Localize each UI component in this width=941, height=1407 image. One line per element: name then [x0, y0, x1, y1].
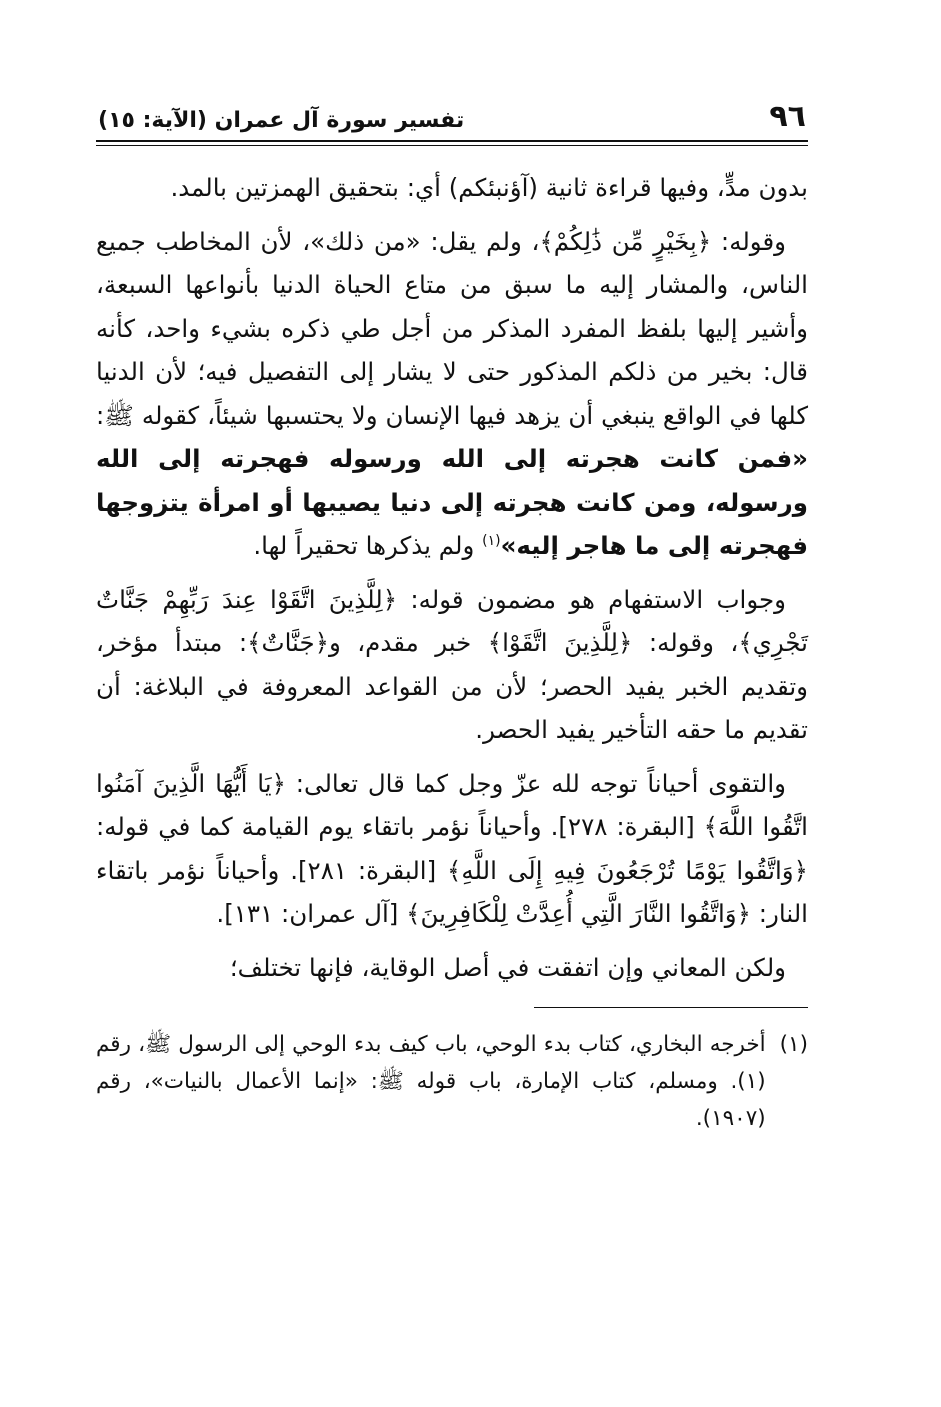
paragraph-5-text: ولكن المعاني وإن اتفقت في أصل الوقاية، فإنها تختلف؛ [229, 952, 786, 982]
header-rule [96, 140, 808, 146]
quran-quote: ﴿لِلَّذِينَ اتَّقَوْا عِندَ رَبِّهِمْ جَنَّاتٌ تَجْرِي﴾ [96, 584, 808, 657]
paragraph-1 [96, 166, 808, 210]
footnote [96, 1026, 808, 1137]
paragraph-2 [96, 220, 808, 568]
quran-quote: ﴿يَا أَيُّهَا الَّذِينَ آمَنُوا اتَّقُوا اللَّهَ﴾ [96, 768, 808, 841]
paragraph-2-text-c: ولم يذكرها تحقيراً لها. [253, 531, 483, 560]
paragraph-4-text-c: [البقرة: ٢٨١]. وأحياناً نؤمر باتقاء النار: [96, 855, 808, 928]
paragraph-4 [96, 762, 808, 936]
paragraph-1-text: بدون مدٍّ، وفيها قراءة ثانية (آؤنبئكم) أي: بتحقيق الهمزتين بالمد. [170, 173, 808, 202]
hadith-quote: «فمن كانت هجرته إلى الله ورسوله فهجرته إلى الله ورسوله، ومن كانت هجرته إلى دنيا يصيبها أو امرأة يتزوجها فهجرته إلى ما هاجر إليه» [96, 444, 808, 560]
body-text [96, 166, 808, 989]
quran-quote: ﴿جَنَّاتٌ﴾ [247, 628, 329, 657]
page-number: ٩٦ [769, 99, 806, 134]
page-header [96, 86, 808, 132]
paragraph-5 [96, 946, 808, 990]
quran-quote: ﴿وَاتَّقُوا يَوْمًا تُرْجَعُونَ فِيهِ إِلَى اللَّهِ﴾ [447, 855, 808, 885]
paragraph-3-text-a: وجواب الاستفهام هو مضمون قوله: [397, 584, 786, 614]
paragraph-4-text-d: [آل عمران: ١٣١]. [216, 899, 407, 928]
paragraph-4-text-b: [البقرة: ٢٧٨]. وأحياناً نؤمر باتقاء يوم القيامة كما في قوله: [96, 812, 704, 841]
footnote-text: أخرجه البخاري، كتاب بدء الوحي، باب كيف بدء الوحي إلى الرسول ﷺ، رقم (١). ومسلم، كتاب الإمارة، باب قوله ﷺ: «إنما الأعمال بالنيات»، رقم (١٩٠٧). [96, 1032, 766, 1131]
paragraph-3 [96, 578, 808, 752]
paragraph-3-text-c: خبر مقدم، و [328, 628, 488, 657]
paragraph-3-text-d: : مبتدأ مؤخر، وتقديم الخبر يفيد الحصر؛ لأن من القواعد المعروفة في البلاغة: أن تقديم ما حقه التأخير يفيد الحصر. [96, 628, 808, 744]
paragraph-4-text-a: والتقوى أحياناً توجه لله عزّ وجل كما قال تعالى: [285, 768, 786, 798]
quran-quote: ﴿وَاتَّقُوا النَّارَ الَّتِي أُعِدَّتْ لِلْكَافِرِينَ﴾ [406, 899, 751, 928]
book-page [96, 86, 808, 1137]
footnote-rule [534, 1007, 808, 1008]
paragraph-2-text-b: ، ولم يقل: «من ذلك»، لأن المخاطب جميع الناس، والمشار إليه ما سبق من متاع الحياة الدنيا بأنواعها السبعة، وأشير إليها بلفظ المفرد المذكر من أجل طي ذكره بشيء واحد، كأنه قال: بخير من ذلكم المذكور حتى لا يشار إلى التفصيل فيه؛ لأن الدنيا كلها في الواقع ينبغي أن يزهد فيها الإنسان ولا يحتسبها شيئاً، كقوله ﷺ: [96, 226, 808, 430]
paragraph-2-text-a: وقوله: [711, 226, 786, 256]
quran-quote: ﴿بِخَيْرٍ مِّن ذَٰلِكُمْ﴾ [539, 226, 712, 256]
running-title: تفسير سورة آل عمران (الآية: ١٥) [98, 108, 465, 133]
footnote-reference: (١) [482, 532, 501, 549]
quran-quote: ﴿لِلَّذِينَ اتَّقَوْا﴾ [487, 628, 633, 657]
paragraph-3-text-b: ، وقوله: [632, 628, 739, 657]
footnote-marker: (١) [779, 1032, 808, 1057]
